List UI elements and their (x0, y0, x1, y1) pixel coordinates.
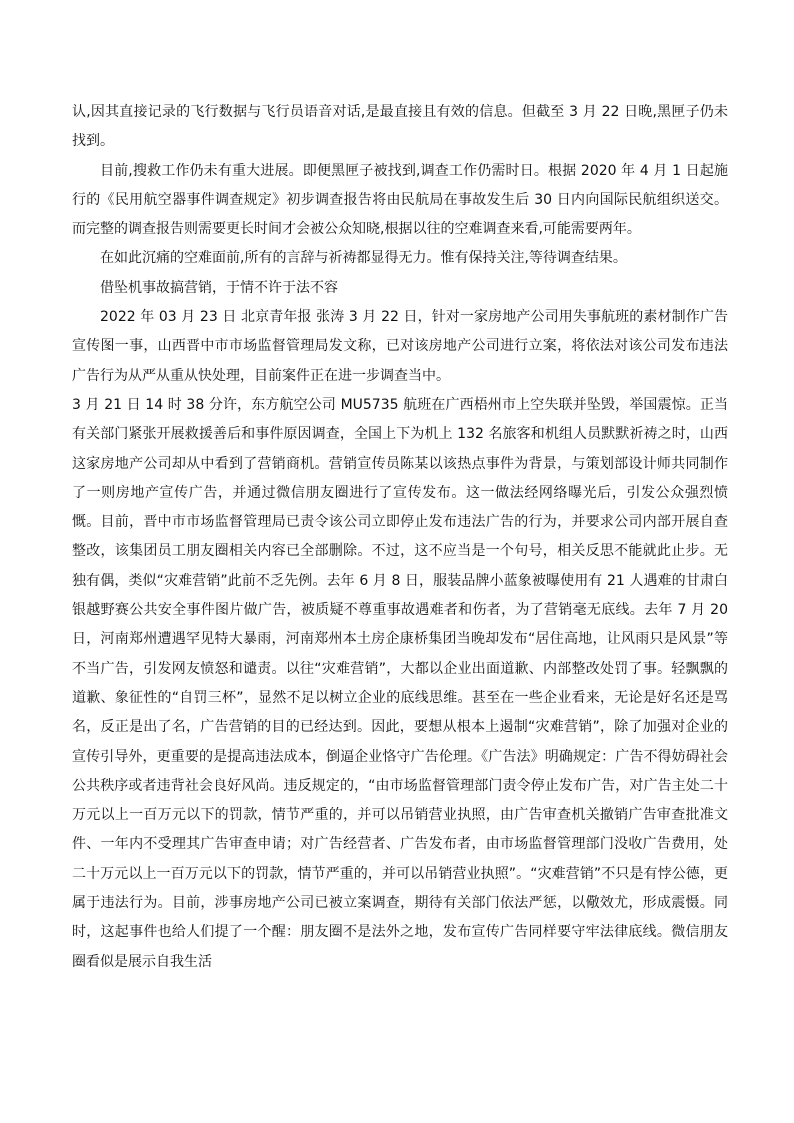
paragraph-continuation: 认,因其直接记录的飞行数据与飞行员语音对话,是最直接且有效的信息。但截至 3 月 22 日晚,黑匣子仍未找到。 (72, 104, 728, 150)
article-dateline-paragraph: 2022 年 03 月 23 日 北京青年报 张涛 3 月 22 日，针对一家房地产公司用失事航班的素材制作广告宣传图一事，山西晋中市市场监督管理局发文称，已对该房地产公司进行立案，将依法对该公司发布违法广告行为从严从重从快处理，目前案件正在进一步调查当中。 (72, 309, 728, 384)
document-body (72, 98, 728, 977)
article-body-paragraph: 3 月 21 日 14 时 38 分许，东方航空公司 MU5735 航班在广西梧州市上空失联并坠毁，举国震惊。正当有关部门紧张开展救援善后和事件原因调查，全国上下为机上 132 名旅客和机组人员默默祈祷之时，山西这家房地产公司却从中看到了营销商机。营销宣传员陈某以该热点事件为背景，与策划部设计师共同制作了一则房地产宣传广告，并通过微信朋友圈进行了宣传发布。这一做法经网络曝光后，引发公众强烈愤慨。目前，晋中市市场监督管理局已责令该公司立即停止发布违法广告的行为，并要求公司内部开展自查整改，该集团员工朋友圈相关内容已全部删除。不过，这不应当是一个句号，相关反思不能就此止步。无独有偶，类似“灾难营销”此前不乏先例。去年 6 月 8 日，服装品牌小蓝象被曝使用有 21 人遇难的甘肃白银越野赛公共安全事件图片做广告，被质疑不尊重事故遇难者和伤者，为了营销毫无底线。去年 7 月 20 日，河南郑州遭遇罕见特大暴雨，河南郑州本土房企康桥集团当晚却发布“居住高地，让风雨只是风景”等不当广告，引发网友愤怒和谴责。以往“灾难营销”，大都以企业出面道歉、内部整改处罚了事。轻飘飘的道歉、象征性的“自罚三杯”，显然不足以树立企业的底线思维。甚至在一些企业看来，无论是好名还是骂名，反正是出了名，广告营销的目的已经达到。因此，要想从根本上遏制“灾难营销”，除了加强对企业的宣传引导外，更重要的是提高违法成本，倒逼企业恪守广告伦理。《广告法》明确规定：广告不得妨碍社会公共秩序或者违背社会良好风尚。违反规定的，“由市场监督管理部门责令停止发布广告，对广告主处二十万元以上一百万元以下的罚款，情节严重的，并可以吊销营业执照，由广告审查机关撤销广告审查批准文件、一年内不受理其广告审查申请；对广告经营者、广告发布者，由市场监督管理部门没收广告费用，处二十万元以上一百万元以下的罚款，情节严重的，并可以吊销营业执照”。“灾难营销”不只是有悖公德，更属于违法行为。目前，涉事房地产公司已被立案调查，期待有关部门依法严惩，以儆效尤，形成震慑。同时，这起事件也给人们提了一个醒：朋友圈不是法外之地，发布宣传广告同样要守牢法律底线。微信朋友圈看似是展示自我生活 (72, 396, 728, 970)
paragraph-investigation-progress: 目前,搜救工作仍未有重大进展。即便黑匣子被找到,调查工作仍需时日。根据 2020 年 4 月 1 日起施行的《民用航空器事件调查规定》初步调查报告将由民航局在事故发生后 30 日内向国际民航组织送交。而完整的调查报告则需要更长时间才会被公众知晓,根据以往的空难调查来看,可能需要两年。 (72, 162, 728, 238)
article-title: 借坠机事故搞营销，于情不许于法不容 (100, 279, 338, 296)
paragraph-condolence: 在如此沉痛的空难面前,所有的言辞与祈祷都显得无力。惟有保持关注,等待调查结果。 (100, 250, 627, 267)
